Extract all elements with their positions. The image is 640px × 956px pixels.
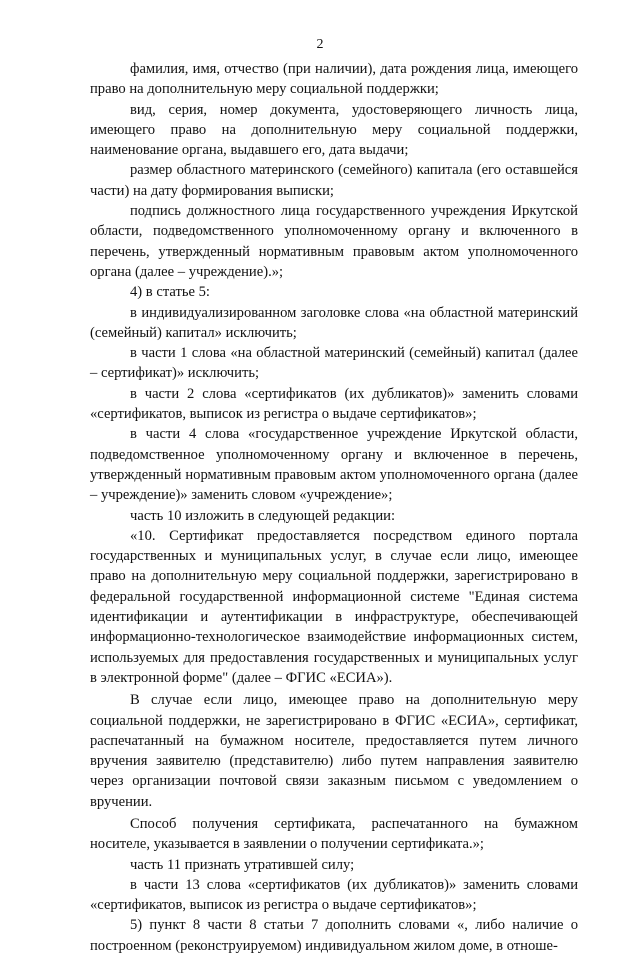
paragraph-1: фамилия, имя, отчество (при наличии), дата рождения лица, имеющего право на дополнительную меру социальной поддержки; <box>90 61 578 98</box>
paragraph-14: часть 11 признать утратившей силу; <box>130 856 355 873</box>
paragraph-15: в части 13 слова «сертификатов (их дубликатов)» заменить словами «сертификатов, выписок из регистра о выдаче сертификатов»; <box>90 876 578 914</box>
paragraph-6: в индивидуализированном заголовке слова «на областной материнский (семейный) капитал» исключить; <box>90 304 578 341</box>
document-body <box>90 59 578 956</box>
paragraph-4: подпись должностного лица государственного учреждения Иркутской области, подведомственного уполномоченному органу и включенного в перечень, утвержденный нормативным правовым актом уполномоченного органа (далее – учреждение).»; <box>90 203 578 280</box>
paragraph-13: Способ получения сертификата, распечатанного на бумажном носителе, указывается в заявлении о получении сертификата.»; <box>90 815 578 853</box>
paragraph-3: размер областного материнского (семейного) капитала (его оставшейся части) на дату формирования выписки; <box>90 162 578 199</box>
paragraph-2: вид, серия, номер документа, удостоверяющего личность лица, имеющего право на дополнительную меру социальной поддержки, наименование органа, выдавшего его, дата выдачи; <box>90 101 578 159</box>
paragraph-5: 4) в статье 5: <box>130 284 210 301</box>
paragraph-11: «10. Сертификат предоставляется посредством единого портала государственных и муниципальных услуг, в случае если лицо, имеющее право на дополнительную меру социальной поддержки, зарегистрировано в федеральной государственной информационной системе "Единая система идентификации и аутентификации в инфраструктуре, обеспечивающей информационно-технологическое взаимодействие информационных систем, используемых для предоставления государственных и муниципальных услуг в электронной форме" (далее – ФГИС «ЕСИА»). <box>90 527 578 686</box>
paragraph-16: 5) пункт 8 части 8 статьи 7 дополнить словами «, либо наличие о построенном (реконструируемом) индивидуальном жилом доме, в отноше- <box>90 917 578 954</box>
paragraph-10: часть 10 изложить в следующей редакции: <box>130 507 396 524</box>
paragraph-8: в части 2 слова «сертификатов (их дубликатов)» заменить словами «сертификатов, выписок из регистра о выдаче сертификатов»; <box>90 385 578 423</box>
paragraph-12: В случае если лицо, имеющее право на дополнительную меру социальной поддержки, не зарегистрировано в ФГИС «ЕСИА», сертификат, распечатанный на бумажном носителе, предоставляется путем личного вручения заявителю (представителю) либо путем направления заявителю через организации почтовой связи заказным письмом с уведомлением о вручении. <box>90 692 578 810</box>
page-number: 2 <box>316 37 324 52</box>
paragraph-9: в части 4 слова «государственное учреждение Иркутской области, подведомственное уполномоченному органу и включенное в перечень, утвержденный нормативным правовым актом уполномоченного органа (далее – учреждение)» заменить словом «учреждение»; <box>90 426 578 504</box>
paragraph-7: в части 1 слова «на областной материнский (семейный) капитал (далее – сертификат)» исключить; <box>90 345 578 382</box>
